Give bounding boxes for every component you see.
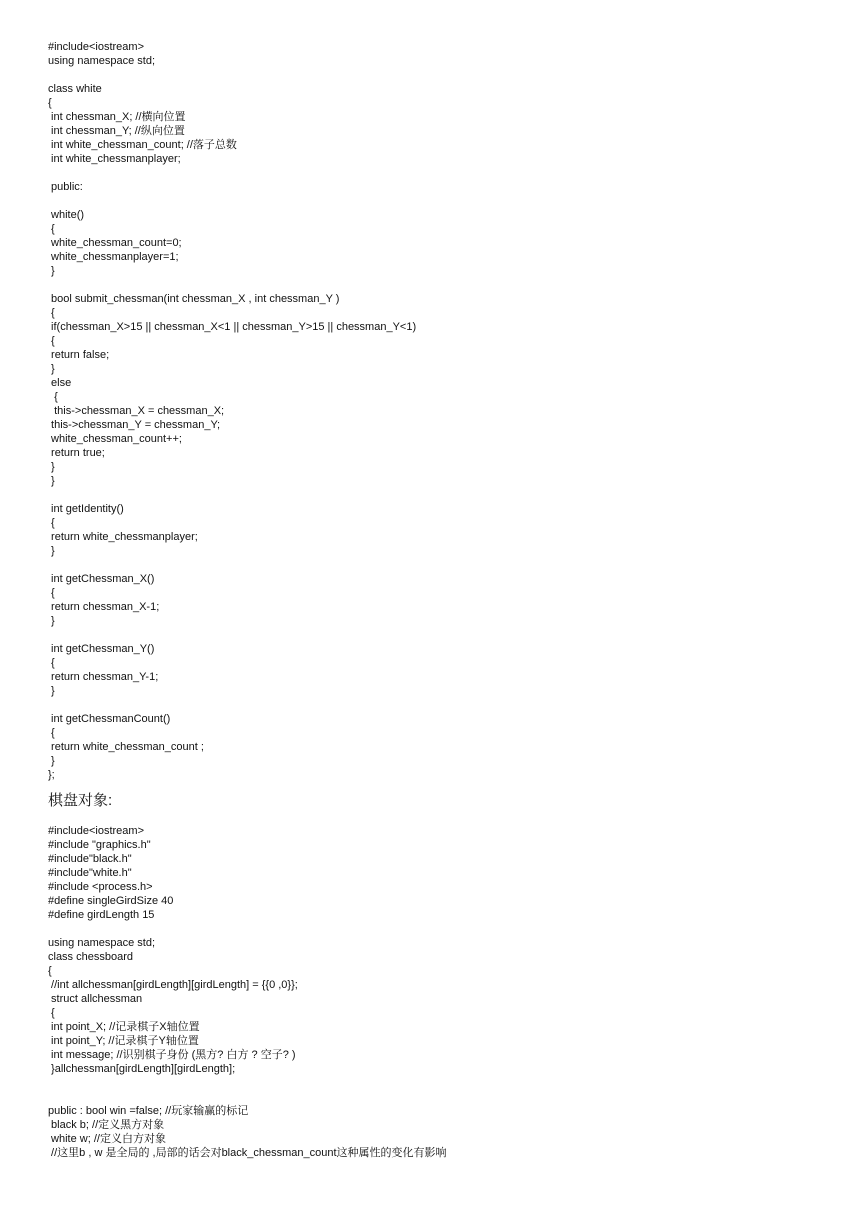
code-line: { xyxy=(48,965,52,977)
code-line: //这里b , w 是全局的 ,局部的话会对black_chessman_count这种属性的变化有影响 xyxy=(48,1147,447,1159)
code-line: } xyxy=(48,755,55,767)
code-line: { xyxy=(48,657,55,669)
code-line: public: xyxy=(48,181,83,193)
code-line: int chessman_Y; //纵向位置 xyxy=(48,125,185,137)
code-line: return chessman_X-1; xyxy=(48,601,160,613)
code-line xyxy=(48,922,848,936)
code-line: int getChessmanCount() xyxy=(48,713,171,725)
code-block-white-class xyxy=(48,40,848,782)
code-line: return white_chessmanplayer; xyxy=(48,531,198,543)
code-line: int white_chessmanplayer; xyxy=(48,153,181,165)
code-line xyxy=(48,1076,848,1090)
code-line: struct allchessman xyxy=(48,993,143,1005)
code-line xyxy=(48,68,848,82)
code-line: #define girdLength 15 xyxy=(48,909,155,921)
code-line: class white xyxy=(48,83,102,95)
code-line xyxy=(48,698,848,712)
code-line: { xyxy=(48,1007,55,1019)
code-line: #include"white.h" xyxy=(48,867,132,879)
code-line: } xyxy=(48,685,55,697)
code-line: }; xyxy=(48,769,55,781)
code-line: int getIdentity() xyxy=(48,503,124,515)
code-line: } xyxy=(48,265,55,277)
code-line: { xyxy=(48,97,52,109)
code-line: return chessman_Y-1; xyxy=(48,671,159,683)
code-line xyxy=(48,558,848,572)
code-line: //int allchessman[girdLength][girdLength] = {{0 ,0}}; xyxy=(48,979,298,991)
code-line: class chessboard xyxy=(48,951,133,963)
code-line: { xyxy=(48,223,55,235)
code-line: { xyxy=(48,727,55,739)
code-line: #include <process.h> xyxy=(48,881,153,893)
code-line: int message; //识别棋子身份 (黑方? 白方 ? 空子? ) xyxy=(48,1049,296,1061)
code-line: int getChessman_Y() xyxy=(48,643,155,655)
code-line: bool submit_chessman(int chessman_X , int chessman_Y ) xyxy=(48,293,340,305)
code-line: #include<iostream> xyxy=(48,825,145,837)
code-line: white_chessman_count++; xyxy=(48,433,182,445)
code-line: black b; //定义黑方对象 xyxy=(48,1119,165,1131)
code-line: int point_Y; //记录棋子Y轴位置 xyxy=(48,1035,199,1047)
code-line: { xyxy=(48,391,58,403)
code-line xyxy=(48,1090,848,1104)
code-line: white_chessman_count=0; xyxy=(48,237,182,249)
code-line xyxy=(48,166,848,180)
code-line: } xyxy=(48,475,55,487)
code-line: int point_X; //记录棋子X轴位置 xyxy=(48,1021,200,1033)
section-heading: 棋盘对象: xyxy=(48,792,113,809)
code-line: using namespace std; xyxy=(48,55,156,67)
code-line: int chessman_X; //横向位置 xyxy=(48,111,186,123)
code-line: return white_chessman_count ; xyxy=(48,741,204,753)
code-line xyxy=(48,194,848,208)
code-line xyxy=(48,628,848,642)
code-line: white w; //定义白方对象 xyxy=(48,1133,166,1145)
code-line: return false; xyxy=(48,349,110,361)
code-line: } xyxy=(48,363,55,375)
code-line: using namespace std; xyxy=(48,937,156,949)
code-block-chessboard-class xyxy=(48,824,848,1160)
code-line: this->chessman_Y = chessman_Y; xyxy=(48,419,221,431)
code-line: #include"black.h" xyxy=(48,853,132,865)
code-line: } xyxy=(48,545,55,557)
code-line: { xyxy=(48,517,55,529)
code-line: { xyxy=(48,335,55,347)
code-line: int white_chessman_count; //落子总数 xyxy=(48,139,237,151)
code-line: #define singleGirdSize 40 xyxy=(48,895,174,907)
code-line: if(chessman_X>15 || chessman_X<1 || chessman_Y>15 || chessman_Y<1) xyxy=(48,321,417,333)
code-line: } xyxy=(48,615,55,627)
code-line: { xyxy=(48,307,55,319)
code-line: public : bool win =false; //玩家输赢的标记 xyxy=(48,1105,249,1117)
code-line: return true; xyxy=(48,447,105,459)
code-line: white_chessmanplayer=1; xyxy=(48,251,179,263)
code-line: { xyxy=(48,587,55,599)
code-line: else xyxy=(48,377,72,389)
code-line: } xyxy=(48,461,55,473)
code-line: }allchessman[girdLength][girdLength]; xyxy=(48,1063,236,1075)
code-line xyxy=(48,488,848,502)
code-line: white() xyxy=(48,209,85,221)
document-page xyxy=(48,40,848,1160)
code-line: this->chessman_X = chessman_X; xyxy=(48,405,225,417)
code-line: #include<iostream> xyxy=(48,41,145,53)
code-line xyxy=(48,278,848,292)
code-line: #include "graphics.h" xyxy=(48,839,151,851)
code-line: int getChessman_X() xyxy=(48,573,155,585)
